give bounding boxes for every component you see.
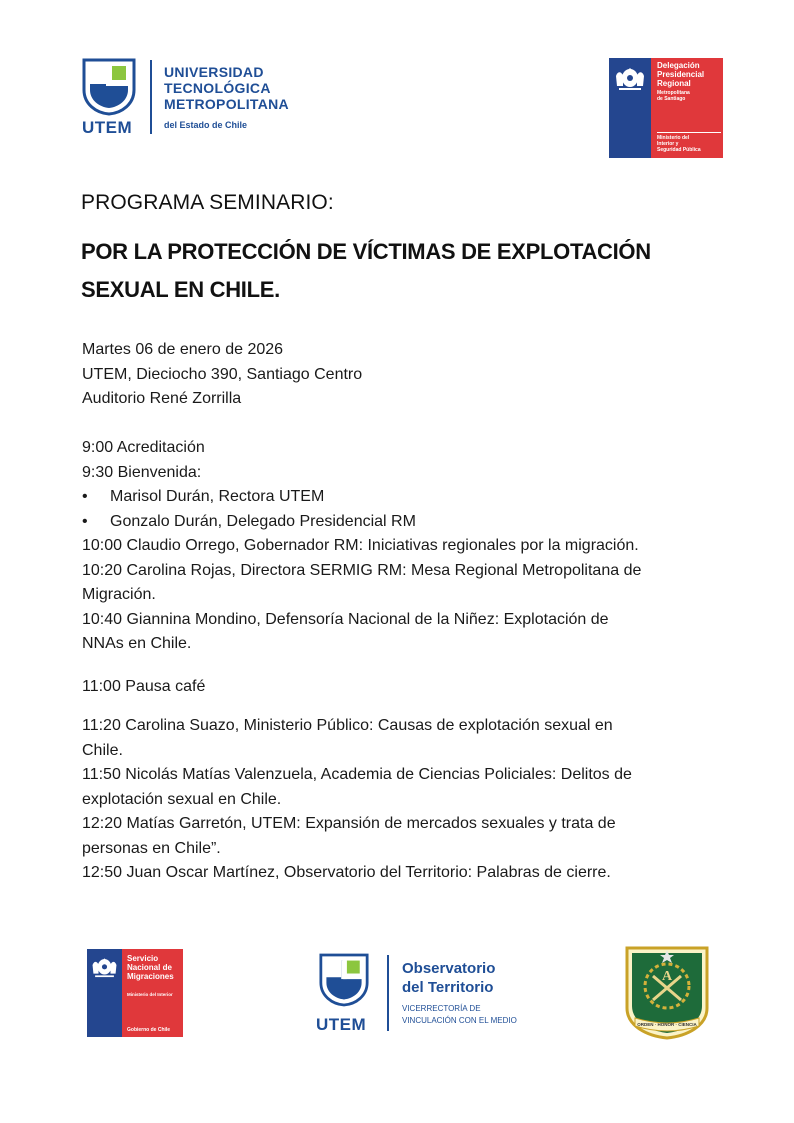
- schedule-item-cont: Migración.: [82, 586, 156, 603]
- schedule-item: 9:30 Bienvenida:: [82, 463, 202, 481]
- migraciones-title: Servicio Nacional de Migraciones: [127, 954, 174, 981]
- utem-logo: [82, 58, 322, 138]
- schedule-item: 12:50 Juan Oscar Martínez, Observatorio del Territorio: Palabras de cierre.: [82, 864, 611, 881]
- event-date: Martes 06 de enero de 2026: [82, 341, 284, 358]
- migraciones-subtitle: Ministerio del Interior: [127, 992, 173, 997]
- coffee-break: 11:00 Pausa café: [82, 678, 206, 695]
- bullet-marker: •: [82, 512, 88, 530]
- chile-coat-of-arms-icon: [90, 953, 119, 979]
- schedule-item: 9:00 Acreditación: [82, 439, 205, 456]
- schedule-late-morning: [82, 714, 632, 886]
- utem-shield-icon: [319, 953, 369, 1007]
- schedule-item-cont: explotación sexual en Chile.: [82, 790, 282, 808]
- utem-subtitle: del Estado de Chile: [164, 120, 248, 130]
- event-room: Auditorio René Zorrilla: [82, 390, 242, 407]
- schedule-item: 10:20 Carolina Rojas, Directora SERMIG RM: Mesa Regional Metropolitana de: [82, 561, 642, 579]
- schedule-item: 10:00 Claudio Orrego, Gobernador RM: Iniciativas regionales por la migración.: [82, 537, 639, 554]
- utem-shield-icon: [82, 58, 136, 116]
- schedule-item: 11:20 Carolina Suazo, Ministerio Público: Causas de explotación sexual en: [82, 717, 613, 734]
- schedule-item: 11:50 Nicolás Matías Valenzuela, Academia de Ciencias Policiales: Delitos de: [82, 766, 632, 783]
- observatorio-title: Observatorio del Territorio: [402, 960, 496, 996]
- observatorio-logo: [314, 953, 554, 1035]
- migraciones-logo: [87, 949, 183, 1037]
- utem-wordmark: UTEM: [316, 1015, 367, 1034]
- observatorio-divider: [387, 955, 389, 1031]
- seminar-title-line: SEXUAL EN CHILE.: [81, 277, 280, 302]
- event-info: [82, 338, 362, 412]
- bullet-marker: •: [82, 488, 88, 505]
- svg-text:ORDEN · HONOR · CIENCIA: ORDEN · HONOR · CIENCIA: [637, 1022, 697, 1027]
- migraciones-gov: Gobierno de Chile: [127, 1027, 171, 1033]
- chile-coat-of-arms-icon: [613, 62, 647, 92]
- program-label: PROGRAMA SEMINARIO:: [81, 191, 334, 214]
- svg-text:A: A: [661, 969, 673, 984]
- academia-crest-icon: [625, 946, 709, 1040]
- utem-divider: [150, 60, 152, 134]
- delegacion-logo: [609, 58, 723, 158]
- schedule-morning: [82, 436, 641, 657]
- schedule-item: 10:40 Giannina Mondino, Defensoría Nacional de la Niñez: Explotación de: [82, 610, 609, 628]
- welcome-speaker: • Gonzalo Durán, Delegado Presidencial RM: [82, 510, 641, 535]
- schedule-item: 12:20 Matías Garretón, UTEM: Expansión de mercados sexuales y trata de: [82, 815, 616, 832]
- schedule-item-cont: NNAs en Chile.: [82, 635, 192, 652]
- observatorio-subtitle: VICERRECTORÍA DE VINCULACIÓN CON EL MEDIO: [402, 1004, 517, 1025]
- event-location: UTEM, Dieciocho 390, Santiago Centro: [82, 365, 363, 383]
- delegacion-subtitle: Metropolitana de Santiago: [657, 90, 690, 102]
- welcome-speaker: • Marisol Durán, Rectora UTEM: [82, 485, 641, 510]
- schedule-item-cont: personas en Chile”.: [82, 839, 221, 857]
- seminar-title-line: POR LA PROTECCIÓN DE VÍCTIMAS DE EXPLOTACIÓN: [81, 239, 651, 264]
- delegacion-title: Delegación Presidencial Regional: [657, 61, 705, 88]
- utem-wordmark: UTEM: [82, 118, 133, 137]
- delegacion-ministry: Ministerio del Interior y Seguridad Pública: [657, 132, 721, 153]
- utem-name: UNIVERSIDAD TECNOLÓGICA METROPOLITANA: [164, 64, 289, 112]
- schedule-item-cont: Chile.: [82, 741, 123, 759]
- seminar-title: [81, 233, 721, 309]
